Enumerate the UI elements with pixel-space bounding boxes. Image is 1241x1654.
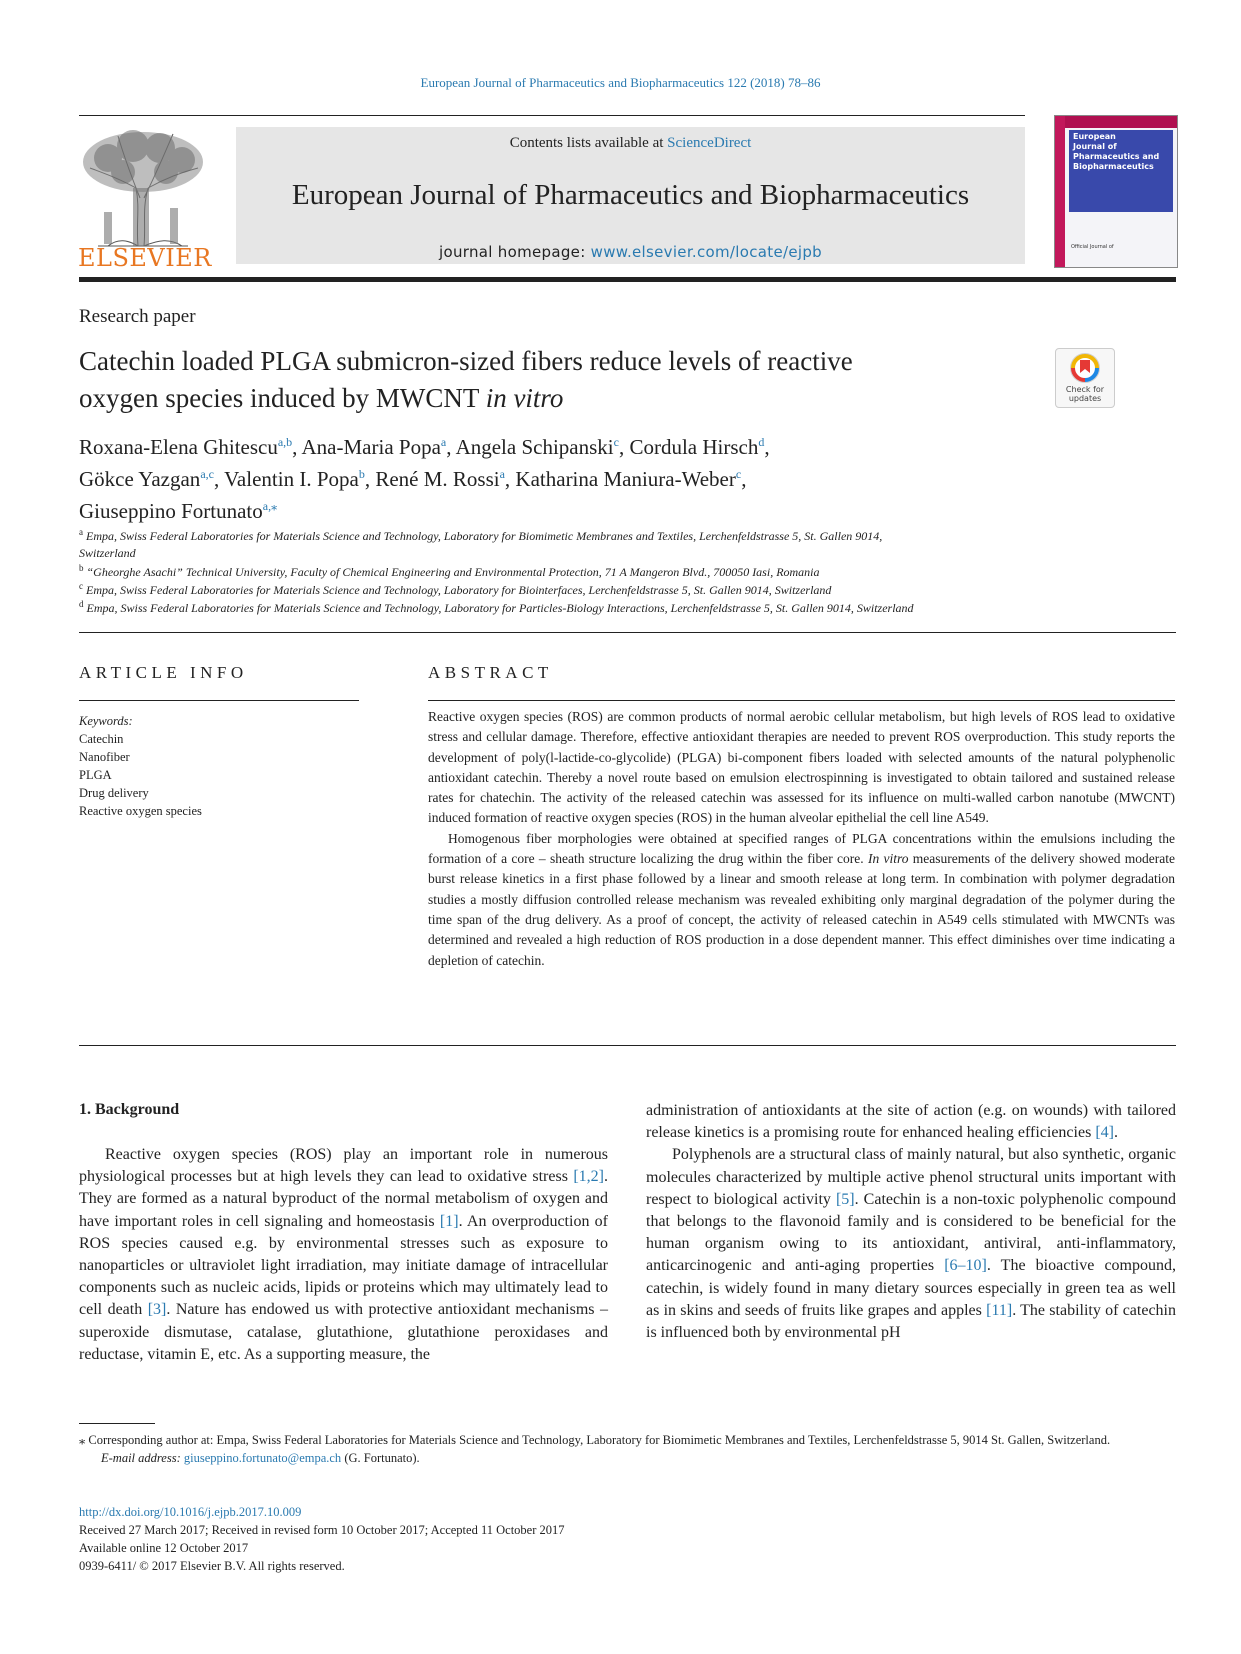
- available-online: Available online 12 October 2017: [79, 1541, 249, 1555]
- reference-link[interactable]: [4]: [1095, 1124, 1114, 1142]
- abstract-heading: ABSTRACT: [428, 663, 553, 682]
- affiliation-text: Empa, Swiss Federal Laboratories for Materials Science and Technology, Laboratory for Biointerfaces, Lerchenfeldstrasse 5, St. Gallen 9014, Switzerland: [86, 583, 832, 597]
- contents-prefix: Contents lists available at: [509, 135, 668, 151]
- author-affiliation[interactable]: a: [440, 435, 447, 449]
- article-title: [79, 343, 1019, 417]
- received-dates: Received 27 March 2017; Received in revised form 10 October 2017; Accepted 11 October 2017: [79, 1523, 565, 1537]
- reference-link[interactable]: [5]: [835, 1190, 855, 1208]
- title-line-2: [79, 380, 1019, 417]
- email-label: E-mail address:: [101, 1451, 184, 1465]
- keywords-label-text: Keywords:: [79, 714, 133, 728]
- author-name: René M. Rossi: [375, 467, 500, 491]
- author-affiliation[interactable]: a: [499, 467, 505, 481]
- author-name: Roxana-Elena Ghitescu: [79, 435, 278, 459]
- body-text: Polyphenols are a structural class of mainly natural, but also synthetic, organic molecules characterized by multiple active phenol structural units important with respect to biological activity: [646, 1146, 1176, 1208]
- body-text: . An overproduction of ROS species caused e.g. by environmental stresses such as exposure to nanoparticles or ultraviolet light irradiation, may initiate damage of intracellular components such as nucleic acids, lipids or proteins which may ultimately lead to cell death: [79, 1212, 609, 1319]
- affiliation-key: b: [79, 563, 84, 573]
- article-metadata: [79, 1503, 565, 1575]
- cover-side-band: [1055, 116, 1065, 267]
- abstract-paragraph: [428, 829, 1175, 971]
- check-updates-line: updates: [1068, 394, 1102, 403]
- body-text: administration of antioxidants at the site of action (e.g. on wounds) with tailored release kinetics is a promising route for enhanced healing efficiencies: [646, 1102, 1176, 1142]
- corresponding-author-text: ⁎ Corresponding author at: Empa, Swiss Federal Laboratories for Materials Science and Technology, Laboratory for Biomimetic Membranes and Textiles, Lerchenfeldstrasse 5, 9014 St. Gallen, Switzerland.: [79, 1433, 1111, 1447]
- email-suffix: (G. Fortunato).: [341, 1451, 420, 1465]
- reference-link[interactable]: [1]: [439, 1212, 459, 1230]
- keywords-label: [79, 712, 202, 730]
- header-thick-rule: [79, 277, 1176, 282]
- title-line-1: Catechin loaded PLGA submicron-sized fibers reduce levels of reactive: [79, 346, 853, 376]
- body-text: .: [1113, 1124, 1118, 1142]
- affiliation-a: [79, 524, 1179, 562]
- email-link[interactable]: giuseppino.fortunato@empa.ch: [183, 1451, 342, 1465]
- body-paragraph: [79, 1144, 608, 1366]
- keyword: Catechin: [79, 732, 124, 746]
- body-text: . They are formed as a natural byproduct of the normal metabolism of oxygen and have important roles in cell signaling and homeostasis: [79, 1168, 608, 1230]
- keyword: PLGA: [79, 768, 112, 782]
- affiliation-key: a: [79, 527, 83, 537]
- cover-top-band: [1065, 116, 1177, 128]
- affiliation-divider: [79, 632, 1176, 633]
- keyword: Drug delivery: [79, 786, 149, 800]
- keyword: Reactive oxygen species: [79, 804, 202, 818]
- doi-link[interactable]: http://dx.doi.org/10.1016/j.ejpb.2017.10.009: [79, 1505, 302, 1519]
- sciencedirect-link[interactable]: ScienceDirect: [667, 135, 752, 151]
- author-name: Gökce Yazgan: [79, 467, 201, 491]
- header-top-rule: [79, 115, 1025, 116]
- corresponding-author-footnote: [79, 1431, 1176, 1467]
- author-name: Cordula Hirsch: [629, 435, 759, 459]
- article-info-rule: [79, 700, 359, 701]
- journal-citation[interactable]: European Journal of Pharmaceutics and Biopharmaceutics 122 (2018) 78–86: [420, 75, 821, 90]
- keyword: Nanofiber: [79, 750, 130, 764]
- reference-link[interactable]: [3]: [147, 1301, 167, 1319]
- section-heading-background: 1. Background: [79, 1101, 180, 1118]
- affiliation-text: Empa, Swiss Federal Laboratories for Materials Science and Technology, Laboratory for Particles-Biology Interactions, Lerchenfeldstrasse 5, St. Gallen 9014, Switzerland: [86, 601, 914, 615]
- abstract-body: [428, 707, 1175, 971]
- journal-banner: [236, 127, 1025, 264]
- abstract-bottom-rule: [79, 1045, 1176, 1046]
- article-type: Research paper: [79, 306, 196, 327]
- author-affiliation[interactable]: d: [758, 435, 765, 449]
- author-list: [79, 429, 1179, 525]
- journal-homepage-line: [236, 243, 1025, 261]
- author-name: Angela Schipanski: [455, 435, 614, 459]
- abstract-paragraph: Reactive oxygen species (ROS) are common products of normal aerobic cellular metabolism, but high levels of ROS lead to oxidative stress and cellular damage. Therefore, effective antioxidant therapies are needed to prevent ROS overproduction. This study reports the development of poly(l-lactide-co-glycolide) (PLGA) bi-component fibers loaded with selected amounts of the natural polyphenolic antioxidant catechin. Thereby a novel route based on emulsion electrospinning is investigated to obtain tailored and sustained release rates for chatechin. The activity of the released catechin was assessed for its influence on multi-walled carbon nanotube (MWCNT) induced formation of reactive oxygen species (ROS) in the human alveolar epithelial the cell line A549.: [428, 709, 1175, 826]
- cover-title-line: Biopharmaceutics: [1073, 162, 1154, 171]
- copyright: 0939-6411/ © 2017 Elsevier B.V. All rights reserved.: [79, 1559, 345, 1573]
- article-info-heading: ARTICLE INFO: [79, 663, 248, 682]
- reference-link[interactable]: [6–10]: [944, 1257, 987, 1275]
- cover-title-line: Journal of: [1073, 142, 1117, 151]
- author-name: Valentin I. Popa: [224, 467, 359, 491]
- body-text: . Nature has endowed us with protective antioxidant mechanisms – superoxide dismutase, catalase, glutathione, glutathione peroxidases and reductase, vitamin E, etc. As a supporting measure, the: [79, 1301, 608, 1363]
- body-text: . The stability of catechin is influenced both by environmental pH: [646, 1301, 1176, 1342]
- author-line: Roxana-Elena Ghitescu$^{a,b}$, Ana-Maria Popa$^a$, Angela Schipanski$^c$, Cordula Hirsch$^d$,: [79, 435, 770, 459]
- cover-title-text: [1073, 132, 1173, 172]
- author-affiliation[interactable]: a,b: [277, 435, 293, 449]
- title-line-2-main: oxygen species induced by MWCNT: [79, 383, 486, 413]
- body-text: Reactive oxygen species (ROS) play an important role in numerous physiological processes but at high levels they can lead to oxidative stress: [79, 1146, 608, 1186]
- title-line-2-italic: in vitro: [485, 383, 564, 413]
- author-name: Katharina Maniura-Weber: [515, 467, 736, 491]
- journal-title: European Journal of Pharmaceutics and Biopharmaceutics: [291, 179, 970, 211]
- abstract-text: measurements of the delivery showed moderate burst release kinetics in a first phase followed by a linear and smooth release at long term. In combination with polymer degradation studies a mostly diffusion controlled release mechanism was revealed exhibiting only marginal degradation of the polymer during the time span of the drug delivery. As a proof of concept, the activity of released catechin in A549 cells stimulated with MWCNTs was determined and revealed a high reduction of ROS production in a dose dependent manner. This effect diminishes over time indicating a depletion of catechin.: [428, 851, 1175, 968]
- body-text: . Catechin is a non-toxic polyphenolic compound that belongs to the flavonoid family and is considered to be beneficial for the human organism owing to its antioxidant, antiviral, anti-inflammatory, anticarcinogenic and anti-aging properties: [646, 1190, 1177, 1275]
- homepage-prefix: journal homepage:: [439, 243, 591, 261]
- author-affiliation[interactable]: b: [358, 467, 365, 481]
- affiliation-d: [79, 596, 1179, 617]
- abstract-text: Homogenous fiber morphologies were obtained at specified ranges of PLGA concentrations within the emulsions including the formation of a core – sheath structure localizing the drug within the fiber core.: [428, 830, 1175, 867]
- cover-title-line: Pharmaceutics and: [1073, 152, 1160, 161]
- contents-line: [236, 135, 1025, 152]
- check-updates-label: [1056, 385, 1114, 403]
- affiliation-text: Empa, Swiss Federal Laboratories for Materials Science and Technology, Laboratory for Biomimetic Membranes and Textiles, Lerchenfeldstrasse 5, St. Gallen 9014,: [86, 529, 883, 543]
- author-affiliation[interactable]: a,c: [200, 467, 214, 481]
- affiliation-text: “Gheorghe Asachi” Technical University, Faculty of Chemical Engineering and Environmental Protection, 71 A Mangeron Blvd., 700050 Iasi, Romania: [86, 565, 820, 579]
- body-text: . The bioactive compound, catechin, is widely found in many dietary sources especially in green tea as well as in skins and seeds of fruits like grapes and apples: [646, 1257, 1176, 1319]
- check-updates-line: Check for: [1065, 385, 1105, 394]
- author-name: Ana-Maria Popa: [301, 435, 441, 459]
- keywords-block: [79, 712, 202, 820]
- email-line: [79, 1449, 1176, 1467]
- cover-footer-text: Official Journal of: [1071, 244, 1114, 250]
- reference-link[interactable]: [1,2]: [573, 1168, 604, 1186]
- affiliation-text-continued: Switzerland: [79, 546, 136, 560]
- journal-cover-thumbnail[interactable]: [1054, 115, 1178, 268]
- elsevier-wordmark: ELSEVIER: [78, 244, 212, 272]
- author-name: Giuseppino Fortunato: [79, 499, 263, 523]
- footnote-rule: [79, 1423, 155, 1424]
- author-affiliation[interactable]: a,⁎: [262, 499, 278, 513]
- abstract-rule: [428, 700, 1175, 701]
- affiliation-key: c: [79, 581, 83, 591]
- affiliation-key: d: [79, 599, 84, 609]
- abstract-italic: In vitro: [867, 851, 909, 867]
- author-line: [79, 493, 1179, 525]
- homepage-link[interactable]: www.elsevier.com/locate/ejpb: [590, 243, 822, 261]
- author-line: Gökce Yazgan$^{a,c}$, Valentin I. Popa$^b$, René M. Rossi$^a$, Katharina Maniura-Weber$^c$,: [79, 467, 747, 491]
- body-paragraph: [646, 1100, 1176, 1144]
- cover-title-line: European: [1073, 132, 1116, 141]
- body-paragraph: [646, 1144, 1176, 1344]
- reference-link[interactable]: [11]: [986, 1301, 1013, 1319]
- author-affiliation[interactable]: c: [613, 435, 619, 449]
- body-column-right: [646, 1100, 1176, 1344]
- author-affiliation[interactable]: c: [735, 467, 742, 481]
- body-column-left: [79, 1144, 608, 1366]
- check-for-updates-badge[interactable]: [1055, 348, 1115, 408]
- check-updates-icon: [1056, 349, 1114, 385]
